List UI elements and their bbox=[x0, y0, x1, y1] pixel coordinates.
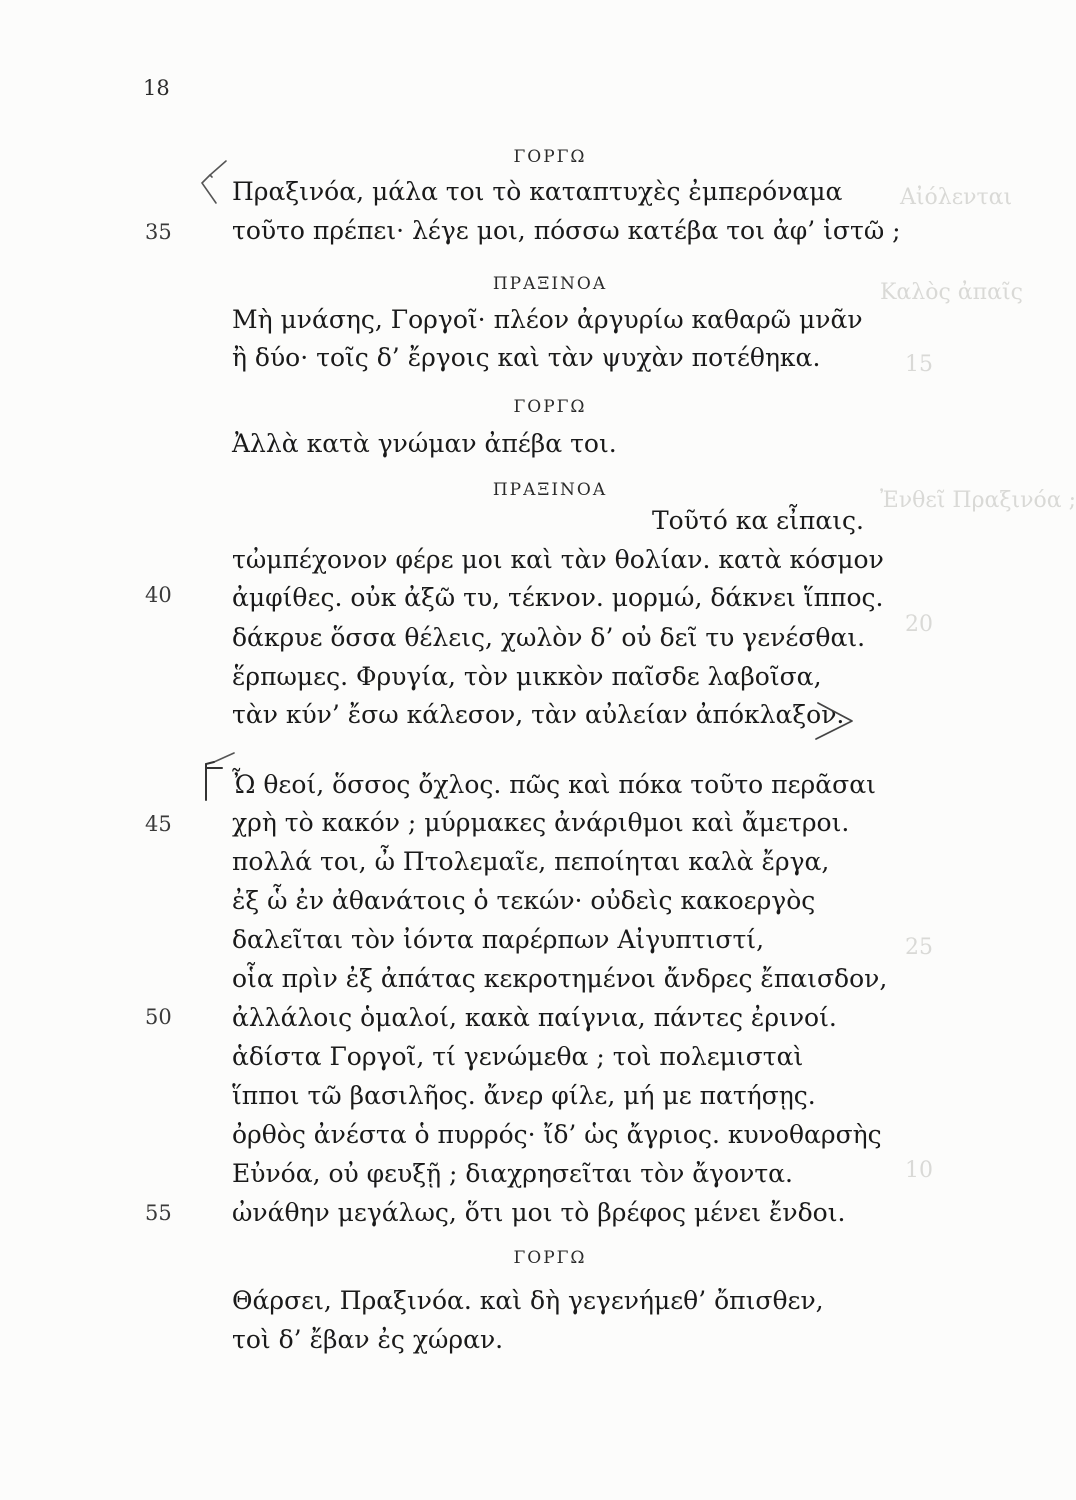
verse-line: δαλεῖται τὸν ἰόντα παρέρπων Αἰγυπτιστί, bbox=[232, 925, 765, 954]
show-through-text: 25 bbox=[905, 935, 933, 960]
verse-line: ὠνάθην μεγάλως, ὅτι μοι τὸ βρέφος μένει ἔνδοι. bbox=[232, 1198, 846, 1227]
verse-line: δάκρυε ὅσσα θέλεις, χωλὸν δ’ οὐ δεῖ τυ γενέσθαι. bbox=[232, 623, 866, 652]
verse-line: ἢ δύο· τοῖς δ’ ἔργοις καὶ τὰν ψυχὰν ποτέθηκα. bbox=[232, 343, 821, 372]
verse-line: ἐξ ὧ ἐν ἀθανάτοις ὁ τεκών· οὐδεὶς κακοεργὸς bbox=[232, 886, 816, 915]
verse-line: τοὶ δ’ ἔβαν ἐς χώραν. bbox=[232, 1325, 504, 1354]
speaker-heading: ΠΡΑΞΙΝΟΑ bbox=[492, 480, 608, 500]
show-through-text: Αἰόλενται bbox=[900, 185, 1013, 210]
speaker-heading: ΓΟΡΓΩ bbox=[513, 147, 587, 167]
line-number: 55 bbox=[145, 1201, 172, 1225]
line-number: 45 bbox=[145, 812, 172, 836]
verse-line: ἵπποι τῶ βασιλῆος. ἄνερ φίλε, μή με πατήσῃς. bbox=[232, 1081, 816, 1110]
speaker-heading: ΓΟΡΓΩ bbox=[513, 1248, 587, 1268]
line-number: 50 bbox=[145, 1005, 172, 1029]
verse-line: Πραξινόα, μάλα τοι τὸ καταπτυχὲς ἐμπερόναμα bbox=[232, 177, 843, 206]
verse-line: τοῦτο πρέπει· λέγε μοι, πόσσω κατέβα τοι ἀφ’ ἱστῶ ; bbox=[232, 216, 901, 245]
verse-line: τὠμπέχονον φέρε μοι καὶ τὰν θολίαν. κατὰ κόσμον bbox=[232, 545, 884, 574]
page-number: 18 bbox=[143, 76, 170, 100]
verse-line: ἀλλάλοις ὁμαλοί, κακὰ παίγνια, πάντες ἐρινοί. bbox=[232, 1003, 837, 1032]
verse-line: χρὴ τὸ κακόν ; μύρμακες ἀνάριθμοι καὶ ἄμετροι. bbox=[232, 808, 850, 837]
verse-line: Εὐνόα, οὐ φευξῇ ; διαχρησεῖται τὸν ἄγοντα. bbox=[232, 1159, 793, 1188]
verse-line: ἁδίστα Γοργοῖ, τί γενώμεθα ; τοὶ πολεμισταὶ bbox=[232, 1042, 804, 1071]
verse-line: τὰν κύν’ ἔσω κάλεσον, τὰν αὐλείαν ἀπόκλαξον. bbox=[232, 700, 845, 729]
verse-line: Ἀλλὰ κατὰ γνώμαν ἀπέβα τοι. bbox=[232, 429, 617, 458]
show-through-text: 10 bbox=[905, 1158, 933, 1183]
speaker-heading: ΠΡΑΞΙΝΟΑ bbox=[492, 274, 608, 294]
verse-line: ἀμφίθες. οὐκ ἀξῶ τυ, τέκνον. μορμώ, δάκνει ἵππος. bbox=[232, 583, 884, 612]
show-through-text: Καλὸς ἀπαῖς bbox=[880, 280, 1023, 305]
show-through-text: Ἐνθεῖ Πραξινόα ; bbox=[880, 488, 1076, 513]
verse-line: ἕρπωμες. Φρυγία, τὸν μικκὸν παῖσδε λαβοῖσα, bbox=[232, 662, 822, 691]
verse-line: Θάρσει, Πραξινόα. καὶ δὴ γεγενήμεθ’ ὄπισθεν, bbox=[232, 1286, 824, 1315]
line-number: 40 bbox=[145, 583, 172, 607]
verse-line: Ὦ θεοί, ὅσσος ὄχλος. πῶς καὶ πόκα τοῦτο περᾶσαι bbox=[232, 770, 876, 799]
show-through-text: 15 bbox=[905, 352, 933, 377]
verse-line: ὀρθὸς ἀνέστα ὁ πυρρός· ἴδ’ ὡς ἄγριος. κυνοθαρσὴς bbox=[232, 1120, 882, 1149]
show-through-text: 20 bbox=[905, 612, 933, 637]
verse-line: Τοῦτό κα εἶπαις. bbox=[651, 506, 864, 535]
verse-line: πολλά τοι, ὦ Πτολεμαῖε, πεποίηται καλὰ ἔργα, bbox=[232, 847, 830, 876]
speaker-heading: ΓΟΡΓΩ bbox=[513, 397, 587, 417]
verse-line: οἷα πρὶν ἐξ ἀπάτας κεκροτημένοι ἄνδρες ἔπαισδον, bbox=[232, 964, 888, 993]
verse-line: Μὴ μνάσης, Γοργοῖ· πλέον ἀργυρίω καθαρῶ μνᾶν bbox=[232, 305, 863, 334]
line-number: 35 bbox=[145, 220, 172, 244]
